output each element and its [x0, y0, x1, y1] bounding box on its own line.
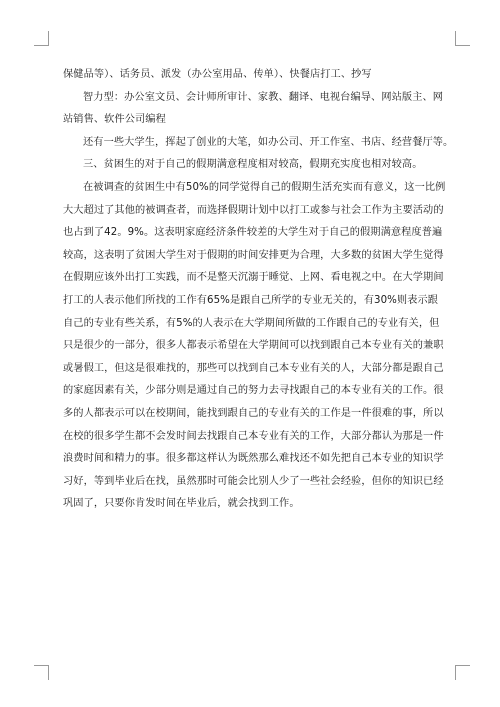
text-line: 在校的很多学生都不会发时间去找跟自己本专业有关的工作，大部分都认为那是一件 — [63, 430, 444, 442]
crop-mark-bottom-right — [455, 665, 470, 680]
text-line: 智力型：办公室文员、会计师所审计、家教、翻译、电视台编导、网站版主、网 — [83, 91, 444, 103]
text-line: 只是很少的一部分，很多人都表示希望在大学期间可以找到跟自己本专业有关的兼职 — [63, 340, 444, 352]
text-line: 巩固了，只要你肯发时间在毕业后，就会找到工作。 — [63, 498, 300, 510]
document-page — [63, 64, 454, 516]
text-line: 打工的人表示他们所找的工作有65%是跟自己所学的专业无关的，有30%则表示跟 — [63, 294, 439, 306]
text-line: 的家庭因素有关，少部分则是通过自己的努力去寻找跟自己的本专业有关的工作。很 — [63, 385, 444, 397]
text-line: 还有一些大学生，挥起了创业的大笔，如办公司、开工作室、书店、经营餐厅等。 — [83, 136, 454, 148]
paragraph — [63, 154, 442, 177]
crop-mark-top-left — [34, 31, 49, 46]
text-line: 多的人都表示可以在校期间，能找到跟自己的专业有关的工作是一件很难的事，所以 — [63, 407, 444, 419]
text-line: 在被调查的贫困生中有50%的同学觉得自己的假期生活充实而有意义，这一比例 — [83, 181, 446, 193]
text-line: 三、贫困生的对于自己的假期满意程度相对较高，假期充实度也相对较高。 — [83, 159, 423, 171]
text-line: 较高，这表明了贫困大学生对于假期的时间安排更为合理，大多数的贫困大学生觉得 — [63, 249, 444, 261]
text-line: 站销售、软件公司编程 — [63, 114, 166, 126]
paragraph — [63, 87, 442, 132]
paragraph — [63, 132, 454, 155]
text-line: 也占到了42。9%。这表明家庭经济条件较差的大学生对于自己的假期满意程度普遍 — [63, 227, 443, 239]
text-line: 习好，等到毕业后在找，虽然那时可能会比别人少了一些社会经验，但你的知识已经 — [63, 475, 444, 487]
paragraph — [63, 177, 446, 516]
crop-mark-bottom-left — [34, 665, 49, 680]
text-line: 在假期应该外出打工实践，而不是整天沉溺于睡觉、上网、看电视之中。在大学期间 — [63, 272, 444, 284]
paragraph — [63, 64, 442, 87]
crop-mark-top-right — [455, 31, 470, 46]
text-line: 或暑假工，但这是很难找的，那些可以找到自己本专业有关的人，大部分都是跟自己 — [63, 362, 444, 374]
text-line: 自己的专业有些关系，有5%的人表示在大学期间所做的工作跟自己的专业有关，但 — [63, 317, 440, 329]
text-line: 浪费时间和精力的事。很多都这样认为既然那么难找还不如先把自己本专业的知识学 — [63, 453, 444, 465]
text-line: 保健品等）、话务员、派发（办公室用品、传单）、快餐店打工、抄写 — [63, 69, 372, 80]
text-line: 大大超过了其他的被调查者，而选择假期计划中以打工或参与社会工作为主要活动的 — [63, 204, 444, 216]
